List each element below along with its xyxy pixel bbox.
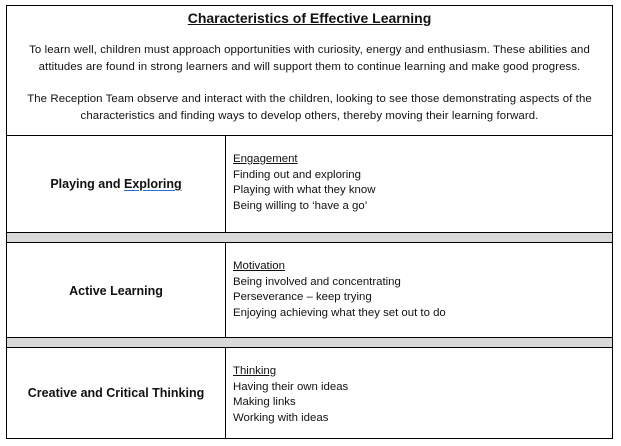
intro-paragraph-2 [21,91,598,124]
list-item: Having their own ideas [233,380,349,393]
header-cell [7,6,612,136]
list-item: Making links [233,396,296,409]
intro-paragraph-2-line-2: characteristics and finding ways to develop others, thereby moving their learning forward. [80,109,539,122]
document-title: Characteristics of Effective Learning [187,10,432,26]
row-label-cell [7,136,226,232]
list-item: Being involved and concentrating [233,275,401,288]
row-divider [7,232,612,243]
row-heading: Thinking [233,365,277,377]
row-heading: Motivation [233,260,285,272]
table-row-creative-critical-thinking [7,348,612,438]
row-label-part-2: Exploring [123,177,182,191]
row-label-cell [7,348,226,438]
row-detail-cell [227,136,612,232]
list-item: Enjoying achieving what they set out to do [233,306,446,319]
intro-paragraph-1-line-1: To learn well, children must approach opportunities with curiosity, energy and enthusiasm. These abilities and [29,44,590,56]
intro-paragraph-1-line-2: attitudes are found in strong learners and will support them to continue learning and make good progress. [38,60,581,73]
table-row-active-learning [7,243,612,339]
row-detail-cell [227,348,612,438]
row-label-part-1: Playing and [50,177,124,191]
row-label: Active Learning [69,284,163,298]
list-item: Working with ideas [233,411,329,424]
row-label-cell [7,243,226,339]
row-heading: Engagement [233,153,298,165]
row-label [50,177,181,191]
intro-paragraph-1 [21,42,598,75]
row-label: Creative and Critical Thinking [27,386,205,400]
row-divider [7,337,612,348]
list-item: Being willing to ‘have a go’ [233,199,368,212]
list-item: Perseverance – keep trying [233,291,372,304]
table-row-playing-exploring [7,136,612,232]
characteristics-table [6,5,613,439]
row-detail-cell [227,243,612,339]
list-item: Finding out and exploring [233,168,361,181]
intro-paragraph-2-line-1: The Reception Team observe and interact with the children, looking to see those demonstrating aspects of the [27,93,592,105]
list-item: Playing with what they know [233,184,376,197]
